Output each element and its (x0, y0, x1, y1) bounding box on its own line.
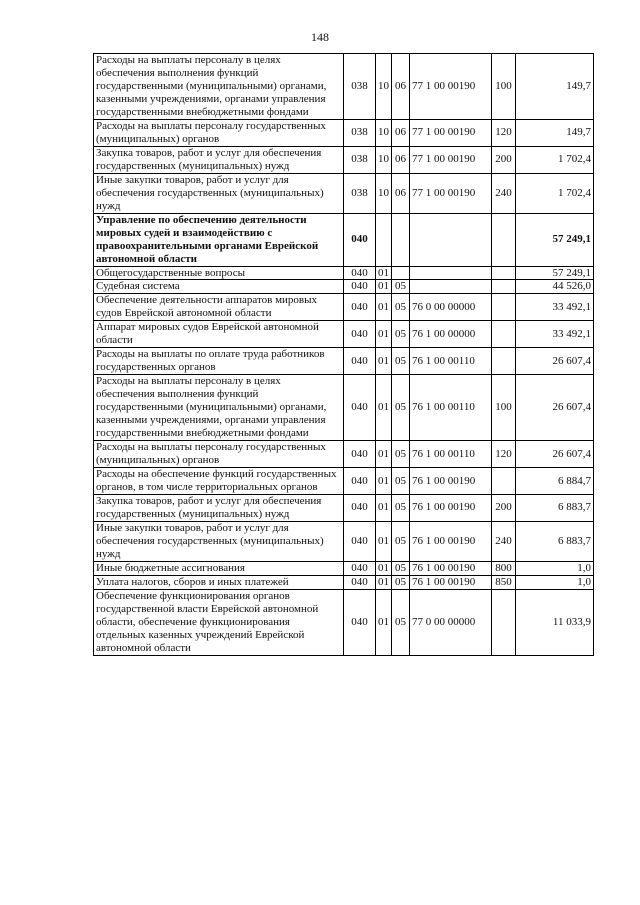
item-name-cell: Иные закупки товаров, работ и услуг для обеспечения государственных (муниципальных) нужд (94, 173, 344, 213)
target-article-code-cell (410, 213, 492, 266)
table-row (94, 375, 594, 441)
table-row (94, 441, 594, 468)
page-number: 148 (311, 30, 329, 44)
amount-cell: 57 249,1 (516, 213, 594, 266)
amount-cell: 1 702,4 (516, 146, 594, 173)
subsection-code-cell: 05 (392, 589, 410, 655)
target-article-code-cell: 76 1 00 00110 (410, 441, 492, 468)
table-row (94, 213, 594, 266)
ministry-code-cell: 040 (344, 266, 376, 280)
expense-type-code-cell: 120 (492, 441, 516, 468)
table-row (94, 54, 594, 120)
ministry-code-cell: 040 (344, 561, 376, 575)
table-row (94, 561, 594, 575)
amount-cell: 1,0 (516, 575, 594, 589)
section-code-cell: 01 (376, 294, 392, 321)
amount-cell: 44 526,0 (516, 280, 594, 294)
section-code-cell: 10 (376, 119, 392, 146)
ministry-code-cell: 040 (344, 589, 376, 655)
table-row (94, 348, 594, 375)
expense-type-code-cell (492, 321, 516, 348)
ministry-code-cell: 038 (344, 119, 376, 146)
expense-type-code-cell (492, 266, 516, 280)
item-name-cell: Расходы на выплаты персоналу в целях обеспечения выполнения функций государственными (муниципальными) органами, казенными учреждениями, органами управления государственными внебюджетными фондами (94, 375, 344, 441)
ministry-code-cell: 040 (344, 321, 376, 348)
amount-cell: 6 883,7 (516, 521, 594, 561)
subsection-code-cell: 06 (392, 146, 410, 173)
amount-cell: 6 884,7 (516, 468, 594, 495)
expense-type-code-cell: 100 (492, 54, 516, 120)
table-row (94, 321, 594, 348)
ministry-code-cell: 040 (344, 294, 376, 321)
subsection-code-cell: 05 (392, 561, 410, 575)
amount-cell: 6 883,7 (516, 494, 594, 521)
section-code-cell: 01 (376, 561, 392, 575)
item-name-cell: Иные бюджетные ассигнования (94, 561, 344, 575)
expense-type-code-cell: 240 (492, 173, 516, 213)
subsection-code-cell: 05 (392, 348, 410, 375)
item-name-cell: Управление по обеспечению деятельности мировых судей и взаимодействию с правоохранительными органами Еврейской автономной области (94, 213, 344, 266)
ministry-code-cell: 040 (344, 441, 376, 468)
section-code-cell: 10 (376, 54, 392, 120)
expense-type-code-cell (492, 589, 516, 655)
table-row (94, 294, 594, 321)
target-article-code-cell: 77 1 00 00190 (410, 54, 492, 120)
amount-cell: 149,7 (516, 119, 594, 146)
table-row (94, 280, 594, 294)
target-article-code-cell: 76 1 00 00190 (410, 561, 492, 575)
target-article-code-cell: 76 1 00 00190 (410, 575, 492, 589)
item-name-cell: Иные закупки товаров, работ и услуг для обеспечения государственных (муниципальных) нужд (94, 521, 344, 561)
ministry-code-cell: 038 (344, 173, 376, 213)
budget-table (93, 53, 594, 656)
item-name-cell: Общегосударственные вопросы (94, 266, 344, 280)
item-name-cell: Обеспечение деятельности аппаратов мировых судов Еврейской автономной области (94, 294, 344, 321)
amount-cell: 57 249,1 (516, 266, 594, 280)
section-code-cell (376, 213, 392, 266)
section-code-cell: 10 (376, 146, 392, 173)
section-code-cell: 01 (376, 575, 392, 589)
table-row (94, 266, 594, 280)
expense-type-code-cell (492, 348, 516, 375)
subsection-code-cell: 05 (392, 321, 410, 348)
section-code-cell: 01 (376, 589, 392, 655)
item-name-cell: Закупка товаров, работ и услуг для обеспечения государственных (муниципальных) нужд (94, 146, 344, 173)
expense-type-code-cell (492, 468, 516, 495)
subsection-code-cell: 05 (392, 441, 410, 468)
target-article-code-cell: 76 1 00 00110 (410, 348, 492, 375)
ministry-code-cell: 040 (344, 348, 376, 375)
table-row (94, 146, 594, 173)
subsection-code-cell: 06 (392, 54, 410, 120)
section-code-cell: 01 (376, 441, 392, 468)
expense-type-code-cell: 100 (492, 375, 516, 441)
amount-cell: 33 492,1 (516, 294, 594, 321)
subsection-code-cell: 06 (392, 119, 410, 146)
amount-cell: 33 492,1 (516, 321, 594, 348)
item-name-cell: Расходы на обеспечение функций государственных органов, в том числе территориальных органов (94, 468, 344, 495)
target-article-code-cell: 76 1 00 00190 (410, 494, 492, 521)
expense-type-code-cell (492, 213, 516, 266)
budget-table-body (94, 54, 594, 656)
table-row (94, 575, 594, 589)
subsection-code-cell: 05 (392, 468, 410, 495)
ministry-code-cell: 040 (344, 521, 376, 561)
target-article-code-cell: 77 0 00 00000 (410, 589, 492, 655)
item-name-cell: Расходы на выплаты по оплате труда работников государственных органов (94, 348, 344, 375)
ministry-code-cell: 040 (344, 213, 376, 266)
section-code-cell: 01 (376, 348, 392, 375)
subsection-code-cell (392, 266, 410, 280)
ministry-code-cell: 040 (344, 494, 376, 521)
target-article-code-cell (410, 280, 492, 294)
table-row (94, 521, 594, 561)
section-code-cell: 10 (376, 173, 392, 213)
subsection-code-cell: 05 (392, 494, 410, 521)
expense-type-code-cell (492, 280, 516, 294)
ministry-code-cell: 040 (344, 280, 376, 294)
section-code-cell: 01 (376, 468, 392, 495)
amount-cell: 1,0 (516, 561, 594, 575)
section-code-cell: 01 (376, 266, 392, 280)
item-name-cell: Аппарат мировых судов Еврейской автономной области (94, 321, 344, 348)
target-article-code-cell: 76 1 00 00110 (410, 375, 492, 441)
target-article-code-cell: 77 1 00 00190 (410, 119, 492, 146)
table-row (94, 119, 594, 146)
target-article-code-cell: 76 1 00 00190 (410, 468, 492, 495)
item-name-cell: Расходы на выплаты персоналу государственных (муниципальных) органов (94, 119, 344, 146)
ministry-code-cell: 038 (344, 146, 376, 173)
target-article-code-cell: 77 1 00 00190 (410, 146, 492, 173)
section-code-cell: 01 (376, 521, 392, 561)
section-code-cell: 01 (376, 280, 392, 294)
table-row (94, 468, 594, 495)
item-name-cell: Расходы на выплаты персоналу в целях обеспечения выполнения функций государственными (муниципальными) органами, казенными учреждениями, органами управления государственными внебюджетными фондами (94, 54, 344, 120)
expense-type-code-cell: 800 (492, 561, 516, 575)
target-article-code-cell: 76 1 00 00190 (410, 521, 492, 561)
expense-type-code-cell: 240 (492, 521, 516, 561)
item-name-cell: Уплата налогов, сборов и иных платежей (94, 575, 344, 589)
amount-cell: 26 607,4 (516, 375, 594, 441)
item-name-cell: Судебная система (94, 280, 344, 294)
ministry-code-cell: 040 (344, 375, 376, 441)
expense-type-code-cell: 120 (492, 119, 516, 146)
item-name-cell: Закупка товаров, работ и услуг для обеспечения государственных (муниципальных) нужд (94, 494, 344, 521)
subsection-code-cell: 05 (392, 375, 410, 441)
table-row (94, 589, 594, 655)
subsection-code-cell: 05 (392, 280, 410, 294)
ministry-code-cell: 040 (344, 468, 376, 495)
ministry-code-cell: 040 (344, 575, 376, 589)
table-row (94, 173, 594, 213)
target-article-code-cell (410, 266, 492, 280)
expense-type-code-cell: 850 (492, 575, 516, 589)
target-article-code-cell: 76 1 00 00000 (410, 321, 492, 348)
expense-type-code-cell: 200 (492, 494, 516, 521)
target-article-code-cell: 76 0 00 00000 (410, 294, 492, 321)
target-article-code-cell: 77 1 00 00190 (410, 173, 492, 213)
section-code-cell: 01 (376, 375, 392, 441)
subsection-code-cell (392, 213, 410, 266)
amount-cell: 1 702,4 (516, 173, 594, 213)
section-code-cell: 01 (376, 321, 392, 348)
table-row (94, 494, 594, 521)
subsection-code-cell: 05 (392, 575, 410, 589)
ministry-code-cell: 038 (344, 54, 376, 120)
amount-cell: 26 607,4 (516, 441, 594, 468)
subsection-code-cell: 05 (392, 521, 410, 561)
expense-type-code-cell: 200 (492, 146, 516, 173)
amount-cell: 149,7 (516, 54, 594, 120)
subsection-code-cell: 05 (392, 294, 410, 321)
amount-cell: 26 607,4 (516, 348, 594, 375)
expense-type-code-cell (492, 294, 516, 321)
amount-cell: 11 033,9 (516, 589, 594, 655)
item-name-cell: Расходы на выплаты персоналу государственных (муниципальных) органов (94, 441, 344, 468)
section-code-cell: 01 (376, 494, 392, 521)
item-name-cell: Обеспечение функционирования органов государственной власти Еврейской автономной области, обеспечение функционирования отдельных казенных учреждений Еврейской автономной области (94, 589, 344, 655)
subsection-code-cell: 06 (392, 173, 410, 213)
